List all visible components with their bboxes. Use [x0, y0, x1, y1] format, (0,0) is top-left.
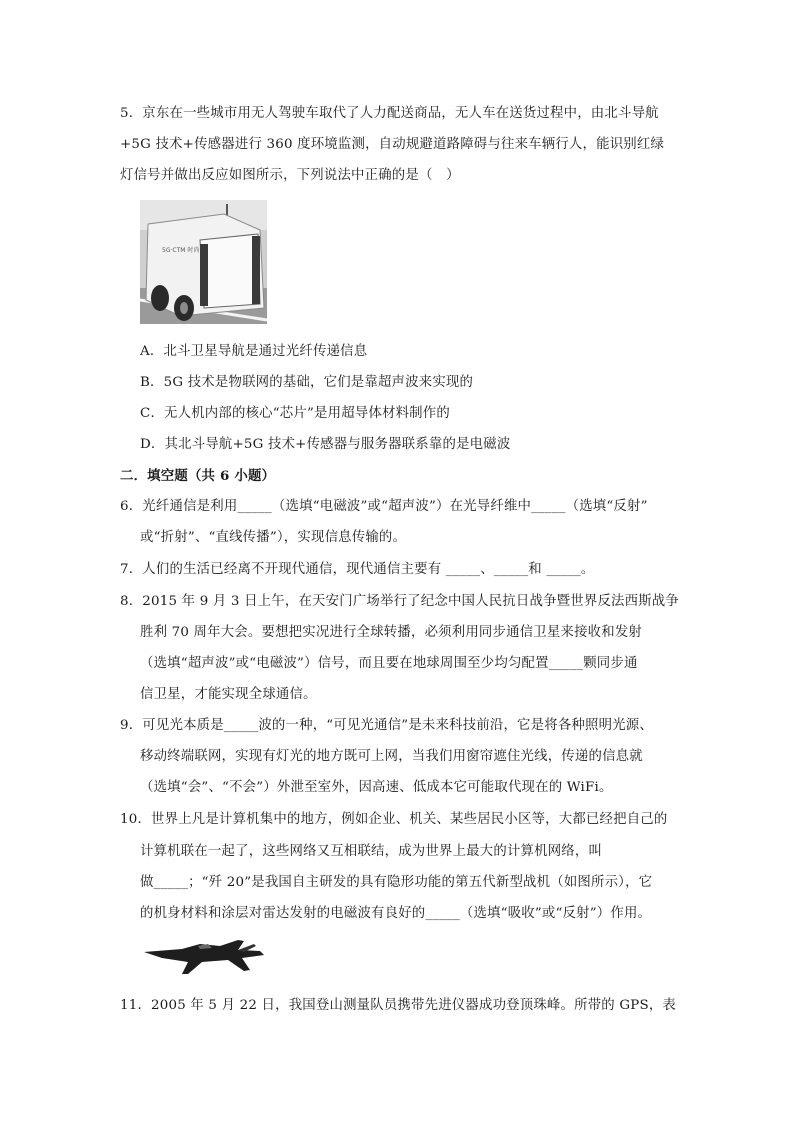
- q5-option-d: D．其北斗导航+5G 技术+传感器与服务器联系靠的是电磁波: [140, 437, 511, 452]
- q5-option-c: C．无人机内部的核心“芯片”是用超导体材料制作的: [140, 406, 450, 421]
- q10-line-2: 计算机联在一起了，这些网络又互相联结，成为世界上最大的计算机网络，叫: [140, 844, 603, 859]
- fighter-jet-image: [142, 936, 266, 980]
- q10-line-4: 的机身材料和涂层对雷达发射的电磁波有良好的_____（选填“吸收”或“反射”）作用。: [140, 906, 652, 921]
- q7-line: 7．人们的生活已经离不开现代通信，现代通信主要有 _____、_____和 _____。: [120, 562, 595, 577]
- delivery-robot-photo: [140, 200, 267, 324]
- q9-line-2: 移动终端联网，实现有灯光的地方既可上网，当我们用窗帘遮住光线，传递的信息就: [140, 749, 643, 764]
- q5-option-a: A．北斗卫星导航是通过光纤传递信息: [140, 344, 368, 359]
- q8-line-2: 胜利 70 周年大会。要想把实况进行全球转播，必须利用同步通信卫星来接收和发射: [140, 625, 643, 640]
- q5-option-b: B．5G 技术是物联网的基础，它们是靠超声波来实现的: [140, 375, 474, 390]
- q10-line-1: 10．世界上凡是计算机集中的地方，例如企业、机关、某些居民小区等，大都已经把自己的: [120, 812, 668, 827]
- robot-label: 5G·CTM 时尚: [162, 247, 200, 254]
- q9-line-1: 9．可见光本质是_____波的一种，“可见光通信”是未来科技前沿，它是将各种照明光源、: [120, 718, 653, 733]
- section-title: 二．填空题（共 6 小题）: [120, 468, 276, 484]
- q9-line-3: （选填“会”、“不会”）外泄至室外，因高速、低成本它可能取代现在的 WiFi。: [140, 780, 613, 795]
- q5-line-3: 灯信号并做出反应如图所示，下列说法中正确的是（ ）: [120, 168, 460, 183]
- q8-line-4: 信卫星，才能实现全球通信。: [140, 687, 317, 702]
- q5-line-2: +5G 技术+传感器进行 360 度环境监测，自动规避道路障碍与往来车辆行人，能识别红绿: [120, 137, 665, 152]
- q5-line-1: 5．京东在一些城市用无人驾驶车取代了人力配送商品，无人车在送货过程中，由北斗导航: [120, 106, 659, 121]
- q8-line-3: （选填“超声波”或“电磁波”）信号，而且要在地球周围至少均匀配置_____颗同步通: [140, 656, 638, 671]
- q10-line-3: 做_____；“歼 20”是我国自主研发的具有隐形功能的第五代新型战机（如图所示），它: [140, 875, 653, 890]
- q11-line-1: 11．2005 年 5 月 22 日，我国登山测量队员携带先进仪器成功登顶珠峰。所带的 GPS，表: [120, 998, 677, 1013]
- q6-line-1: 6．光纤通信是利用_____（选填“电磁波”或“超声波”）在光导纤维中_____（选填“反射”: [120, 499, 648, 514]
- q6-line-2: 或“折射”、“直线传播”），实现信息传输的。: [140, 530, 407, 545]
- q8-line-1: 8．2015 年 9 月 3 日上午，在天安门广场举行了纪念中国人民抗日战争暨世界反法西斯战争: [120, 594, 679, 609]
